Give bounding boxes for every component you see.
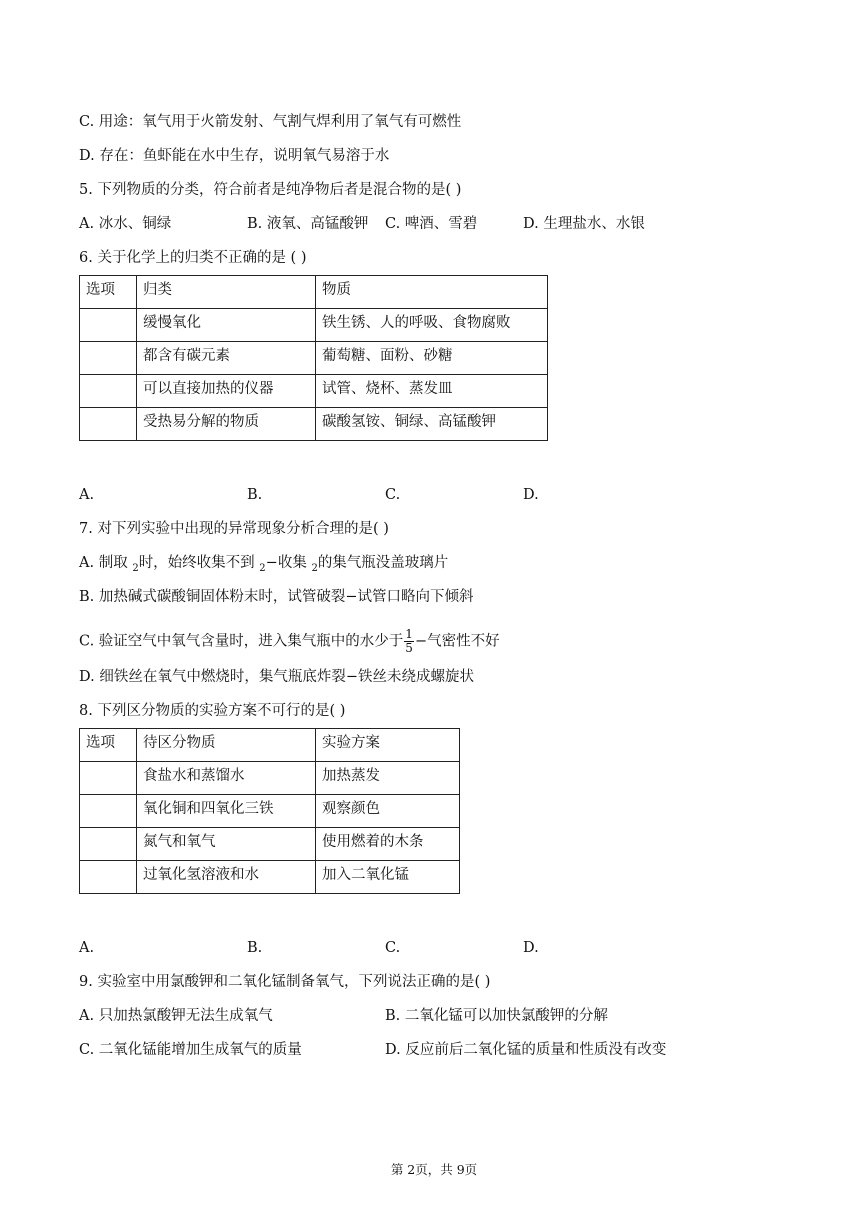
table-cell: 都含有碳元素	[137, 342, 316, 375]
q8-table	[79, 728, 460, 894]
q7-option-c	[79, 628, 500, 655]
table-cell	[80, 375, 137, 408]
table-row	[80, 861, 460, 894]
q8-option-b: B.	[247, 940, 263, 956]
q6-option-a: A.	[79, 487, 95, 503]
table-cell: 氧化铜和四氧化三铁	[137, 795, 316, 828]
table-cell: 可以直接加热的仪器	[137, 375, 316, 408]
table-cell: 缓慢氧化	[137, 309, 316, 342]
q7-a-text-4: 的集气瓶没盖玻璃片	[317, 555, 449, 571]
q7-a-text-1: A. 制取	[79, 555, 133, 571]
table-header-row	[80, 276, 548, 309]
table-cell: 观察颜色	[316, 795, 460, 828]
q7-a-text-2: 时，始终收集不到	[138, 555, 260, 571]
q7-c-text-pre: C. 验证空气中氧气含量时，进入集气瓶中的水少于	[79, 633, 404, 650]
q9-stem: 9. 实验室中用氯酸钾和二氧化锰制备氧气，下列说法正确的是( )	[79, 974, 491, 990]
q7-c-text-post: −气密性不好	[414, 633, 500, 650]
q5-stem: 5. 下列物质的分类，符合前者是纯净物后者是混合物的是( )	[79, 182, 462, 198]
q8-option-a: A.	[79, 940, 95, 956]
table-header-cell: 选项	[80, 729, 137, 762]
table-cell	[80, 828, 137, 861]
q9-option-a: A. 只加热氯酸钾无法生成氧气	[79, 1008, 273, 1024]
table-cell: 过氧化氢溶液和水	[137, 861, 316, 894]
q8-option-c: C.	[385, 940, 401, 956]
subscript: 2	[259, 563, 266, 574]
table-cell: 加入二氧化锰	[316, 861, 460, 894]
table-row	[80, 309, 548, 342]
table-header-row	[80, 729, 460, 762]
table-cell: 食盐水和蒸馏水	[137, 762, 316, 795]
table-row	[80, 795, 460, 828]
table-cell	[80, 342, 137, 375]
table-header-cell: 待区分物质	[137, 729, 316, 762]
table-cell: 氮气和氧气	[137, 828, 316, 861]
table-row	[80, 408, 548, 441]
q7-option-b: B. 加热碱式碳酸铜固体粉末时，试管破裂−试管口略向下倾斜	[79, 589, 474, 605]
q6-option-c: C.	[385, 487, 401, 503]
q5-option-c: C. 啤酒、雪碧	[385, 216, 478, 232]
q9-option-b: B. 二氧化锰可以加快氯酸钾的分解	[385, 1008, 608, 1024]
q7-option-d: D. 细铁丝在氧气中燃烧时，集气瓶底炸裂−铁丝未绕成螺旋状	[79, 669, 474, 685]
table-cell: 铁生锈、人的呼吸、食物腐败	[316, 309, 548, 342]
q7-a-text-3: −收集	[265, 555, 312, 571]
subscript: 2	[132, 563, 139, 574]
q6-table	[79, 275, 548, 441]
table-cell: 加热蒸发	[316, 762, 460, 795]
page-number-footer: 第 2页，共 9页	[390, 1162, 478, 1177]
table-header-cell: 归类	[137, 276, 316, 309]
table-cell	[80, 861, 137, 894]
table-cell	[80, 309, 137, 342]
q5-option-a: A. 冰水、铜绿	[79, 216, 172, 232]
table-row	[80, 828, 460, 861]
table-cell	[80, 762, 137, 795]
fraction-numerator: 1	[405, 627, 413, 641]
table-cell: 使用燃着的木条	[316, 828, 460, 861]
q5-option-d: D. 生理盐水、水银	[523, 216, 645, 232]
table-row	[80, 762, 460, 795]
table-cell: 试管、烧杯、蒸发皿	[316, 375, 548, 408]
table-header-cell: 选项	[80, 276, 137, 309]
subscript: 2	[311, 563, 318, 574]
table-header-cell: 实验方案	[316, 729, 460, 762]
table-row	[80, 342, 548, 375]
q8-stem: 8. 下列区分物质的实验方案不可行的是( )	[79, 703, 346, 719]
q9-option-c: C. 二氧化锰能增加生成氧气的质量	[79, 1042, 302, 1058]
q5-option-b: B. 液氧、高锰酸钾	[247, 216, 369, 232]
fraction	[404, 628, 414, 655]
q7-stem: 7. 对下列实验中出现的异常现象分析合理的是( )	[79, 521, 389, 537]
table-row	[80, 375, 548, 408]
table-cell: 碳酸氢铵、铜绿、高锰酸钾	[316, 408, 548, 441]
fraction-denominator: 5	[405, 641, 413, 655]
table-cell	[80, 795, 137, 828]
table-header-cell: 物质	[316, 276, 548, 309]
q8-option-d: D.	[523, 940, 539, 956]
q4-option-d: D. 存在：鱼虾能在水中生存，说明氧气易溶于水	[79, 148, 390, 164]
q6-option-d: D.	[523, 487, 539, 503]
table-cell: 受热易分解的物质	[137, 408, 316, 441]
q4-option-c: C. 用途：氧气用于火箭发射、气割气焊利用了氧气有可燃性	[79, 114, 462, 130]
table-cell	[80, 408, 137, 441]
q7-option-a	[79, 553, 448, 575]
table-cell: 葡萄糖、面粉、砂糖	[316, 342, 548, 375]
q6-stem: 6. 关于化学上的归类不正确的是 ( )	[79, 250, 307, 266]
q6-option-b: B.	[247, 487, 263, 503]
q9-option-d: D. 反应前后二氧化锰的质量和性质没有改变	[385, 1042, 667, 1058]
